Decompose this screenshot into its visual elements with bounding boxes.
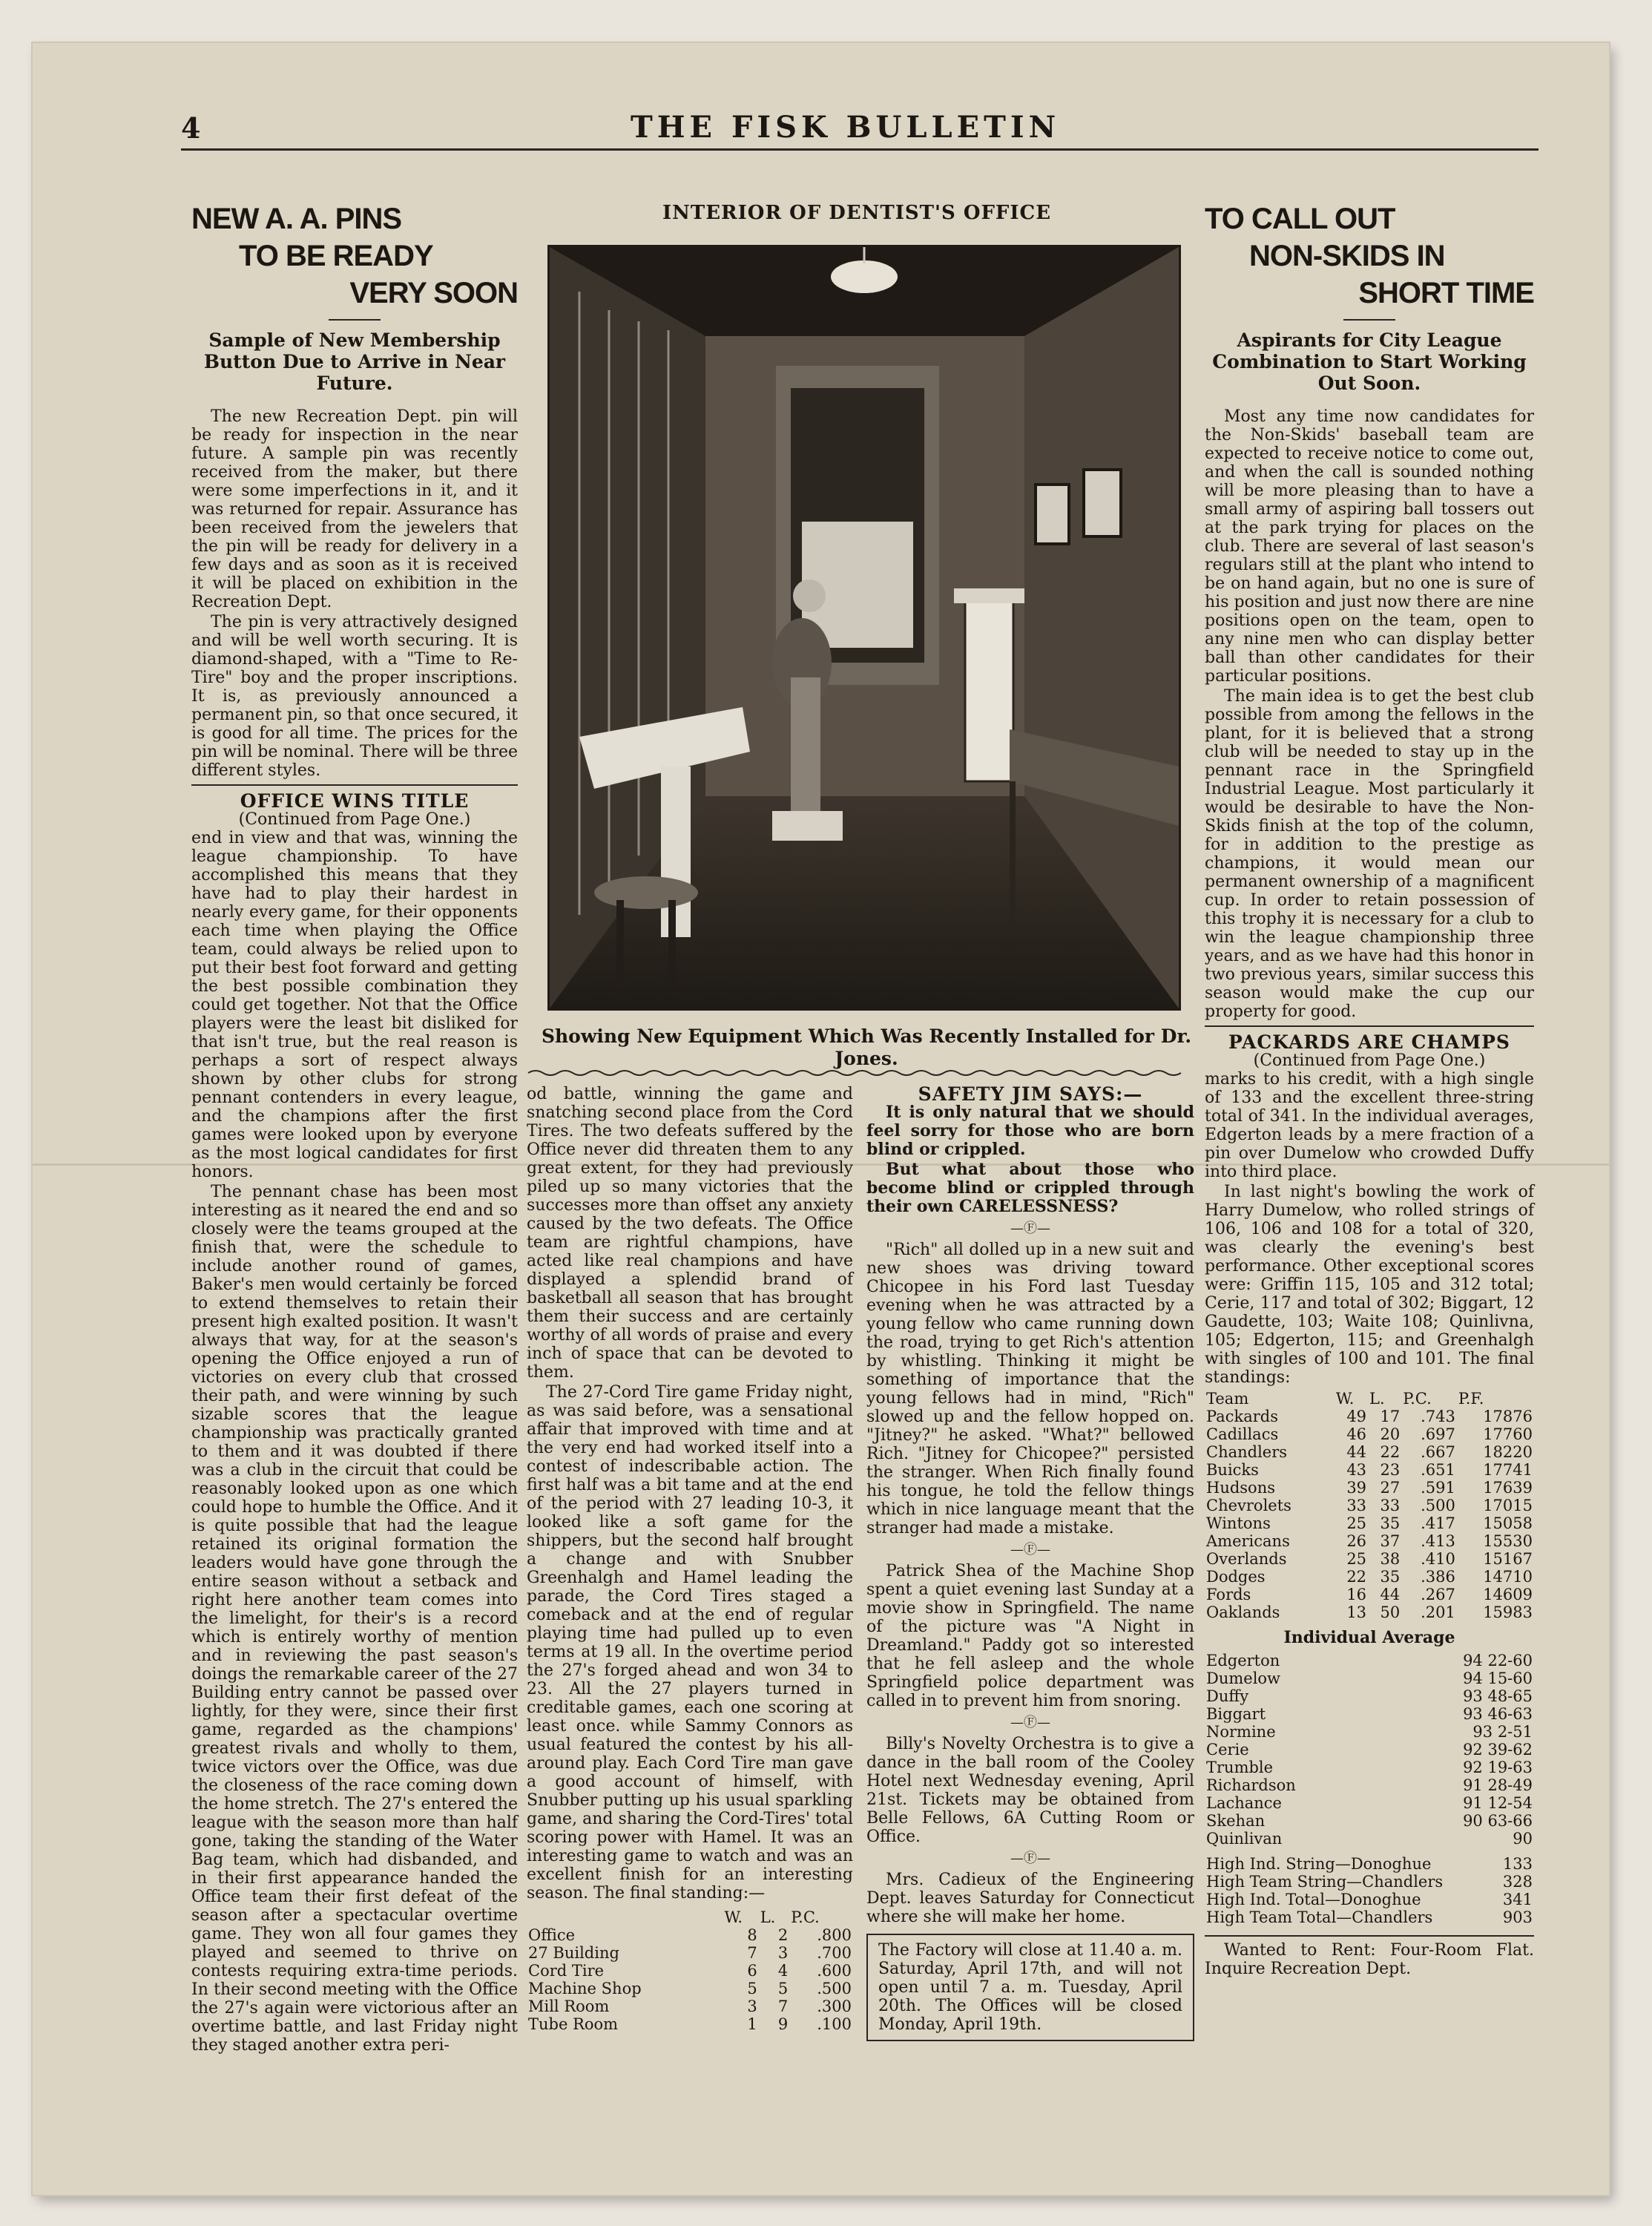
pins-for: 15167 <box>1483 1550 1533 1568</box>
page-number: 4 <box>181 111 201 145</box>
losses: 5 <box>777 1980 789 1997</box>
header-rule <box>181 148 1539 151</box>
pct: .800 <box>817 1926 852 1944</box>
losses: 35 <box>1380 1568 1401 1586</box>
basketball-standings-table <box>527 1908 853 2033</box>
headline-line: TO CALL OUT <box>1205 203 1395 235</box>
team-name: Wintons <box>1206 1514 1271 1532</box>
wins: 25 <box>1346 1550 1367 1568</box>
bowler-name: Lachance <box>1206 1794 1282 1812</box>
headline-line: NON-SKIDS IN <box>1249 240 1445 272</box>
col-header: W. <box>724 1908 743 1926</box>
pct: .410 <box>1421 1550 1455 1568</box>
wins: 43 <box>1346 1461 1367 1479</box>
table-row <box>527 1962 853 1980</box>
column-3 <box>866 1085 1194 2042</box>
wins: 26 <box>1346 1532 1367 1550</box>
table-row <box>1205 1408 1534 1425</box>
table-row <box>1205 1873 1534 1891</box>
team-name: Chevrolets <box>1206 1497 1291 1514</box>
wins: 13 <box>1346 1603 1367 1621</box>
pins-for: 17876 <box>1483 1408 1533 1425</box>
high-score-label: High Team String—Chandlers <box>1206 1873 1444 1891</box>
col-header: P.C. <box>791 1908 820 1926</box>
losses: 17 <box>1380 1408 1401 1425</box>
team-name: Cord Tire <box>528 1962 605 1980</box>
wins: 7 <box>747 1944 757 1962</box>
paragraph: Mrs. Cadieux of the Engineering Dept. leaves Saturday for Connecticut where she will make her home. <box>866 1871 1194 1926</box>
table-row <box>1205 1443 1534 1461</box>
table-header-row <box>1205 1390 1534 1408</box>
col-header: L. <box>1369 1390 1385 1408</box>
high-score-value: 133 <box>1502 1855 1533 1873</box>
table-row <box>1205 1568 1534 1586</box>
pct: .500 <box>817 1980 852 1997</box>
pins-for: 17741 <box>1483 1461 1533 1479</box>
wins: 16 <box>1346 1586 1367 1603</box>
bowler-name: Quinlivan <box>1206 1830 1283 1848</box>
pct: .697 <box>1421 1425 1455 1443</box>
divider <box>1205 1935 1534 1937</box>
team-name: Cadillacs <box>1206 1425 1279 1443</box>
paragraph: Most any time now candidates for the Non-Skids' baseball team are expected to receive notice to come out, and when the call is sounded nothing will be more pleasing than to have a small army of aspiring ball tossers out at the park trying for places on the club. There are several of last season's regulars still at the plant who intend to be on hand again, but no one is sure of his position and just now there are nine positions open on the team, open to any nine men who can display better ball than other candidates for their particular positions. <box>1205 407 1534 686</box>
paragraph: But what about those who become blind or crippled through their own CARELESSNESS? <box>866 1160 1194 1216</box>
pct: .591 <box>1421 1479 1455 1497</box>
table-row <box>1205 1776 1534 1794</box>
photo-illustration <box>550 247 1179 1008</box>
bowler-average: 90 63-66 <box>1463 1812 1533 1830</box>
wins: 3 <box>747 1997 757 2015</box>
wins: 8 <box>747 1926 757 1944</box>
bowler-average: 91 12-54 <box>1463 1794 1533 1812</box>
paragraph: The new Recreation Dept. pin will be ready for inspection in the near future. A sample pin was recently received from the maker, but there were some imperfections in it, and it was returned for repair. Assurance has been received from the jewelers that the pin will be ready for delivery in a few days and as soon as it is received it will be placed on exhibition in the Recreation Dept. <box>191 407 518 611</box>
short-rule <box>329 319 381 321</box>
table-row <box>1205 1812 1534 1830</box>
paragraph: The main idea is to get the best club possible from among the fellows in the plant, for it is believed that a strong club will be needed to stay up in the pennant race in the Springfield Industrial League. Most particularly it would be desirable to have the Non-Skids finish at the top of the column, for in addition to the prestige as champions, it would mean our permanent ownership of a magnificent cup. In order to retain possession of this trophy it is necessary for a club to win the league championship three years, and as we have had this honor in two previous years, similar success this season would make the cup our property for good. <box>1205 687 1534 1021</box>
table-row <box>1205 1514 1534 1532</box>
pct: .386 <box>1421 1568 1455 1586</box>
pct: .267 <box>1421 1586 1455 1603</box>
short-rule <box>1343 319 1395 321</box>
photo-title: INTERIOR OF DENTIST'S OFFICE <box>662 202 1052 224</box>
losses: 22 <box>1380 1443 1401 1461</box>
wins: 5 <box>747 1980 757 1997</box>
wins: 1 <box>747 2015 757 2033</box>
column-2 <box>527 1085 853 2042</box>
pins-for: 17015 <box>1483 1497 1533 1514</box>
table-row <box>527 1944 853 1962</box>
table-row <box>1205 1586 1534 1603</box>
pins-for: 15983 <box>1483 1603 1533 1621</box>
losses: 23 <box>1380 1461 1401 1479</box>
individual-average-table <box>1205 1652 1534 1848</box>
wins: 25 <box>1346 1514 1367 1532</box>
table-header-row <box>527 1908 853 1926</box>
paragraph: The 27-Cord Tire game Friday night, as was said before, was a sensational affair that improved with time and at the very end had worked itself into a contest of indescribable action. The first half was a bit tame and at the end of the period with 27 leading 10-3, it looked like a soft game for the shippers, but the second half brought a change and with Snubber Greenhalgh and Hamel leading the parade, the Cord Tires staged a comeback and at the end of regular playing time had pulled up to even terms at 19 all. In the overtime period the 27's forged ahead and won 34 to 23. All the 27 players turned in creditable games, each one scoring at least once. while Sammy Connors as usual featured the contest by his all-around play. Each Cord Tire man gave a good account of himself, with Snubber putting up his usual sparkling game, and sharing the Cord-Tires' total scoring power with Hamel. It was an interesting game to watch and was an excellent finish for an interesting season. The final standing:— <box>527 1383 853 1902</box>
paragraph: Patrick Shea of the Machine Shop spent a quiet evening last Sunday at a movie show in Springfield. The name of the picture was "A Night in Dreamland." Paddy got so interested that he fell asleep and the whole Springfield police department was called in to prevent him from snoring. <box>866 1562 1194 1710</box>
table-row <box>1205 1794 1534 1812</box>
headline-line: TO BE READY <box>239 240 433 272</box>
losses: 38 <box>1380 1550 1401 1568</box>
table-row <box>1205 1908 1534 1926</box>
paragraph: In last night's bowling the work of Harry Dumelow, who rolled strings of 106, 106 and 108 for a total of 320, was clearly the evening's best performance. Other exceptional scores were: Griffin 115, 105 and 312 total; Cerie, 117 and total of 302; Biggart, 12 Gaudette, 103; Waite 108; Quinlivna, 105; Edgerton, 115; and Greenhalgh with singles of 100 and 101. The final standings: <box>1205 1183 1534 1387</box>
high-score-label: High Ind. String—Donoghue <box>1206 1855 1432 1873</box>
photo-caption: Showing New Equipment Which Was Recently Installed for Dr. Jones. <box>541 1025 1192 1069</box>
paragraph: The pin is very attractively designed and will be well worth securing. It is diamond-shaped, with a "Time to Re-Tire" boy and the proper inscriptions. It is, as previously announced a permanent pin, so that once secured, it is good for all time. The prices for the pin will be nominal. There will be three different styles. <box>191 613 518 780</box>
table-row <box>527 1980 853 1997</box>
losses: 3 <box>777 1944 789 1962</box>
headline-line: SHORT TIME <box>1358 277 1534 309</box>
team-name: Oaklands <box>1206 1603 1280 1621</box>
table-row <box>527 2015 853 2033</box>
col-header: P.F. <box>1458 1390 1484 1408</box>
team-name: Office <box>528 1926 576 1944</box>
pct: .700 <box>817 1944 852 1962</box>
masthead-title: THE FISK BULLETIN <box>631 110 1061 145</box>
pct: .667 <box>1421 1443 1455 1461</box>
bowler-average: 93 46-63 <box>1463 1705 1533 1723</box>
losses: 4 <box>777 1962 789 1980</box>
team-name: Packards <box>1206 1408 1278 1425</box>
pct: .100 <box>817 2015 852 2033</box>
pct: .600 <box>817 1962 852 1980</box>
team-name: Machine Shop <box>528 1980 642 1997</box>
pct: .651 <box>1421 1461 1455 1479</box>
team-name: Americans <box>1206 1532 1290 1550</box>
table-row <box>1205 1723 1534 1741</box>
losses: 9 <box>777 2015 789 2033</box>
team-name: 27 Building <box>528 1944 619 1962</box>
bowling-standings-table <box>1205 1390 1534 1621</box>
column-1 <box>191 200 518 2055</box>
paragraph: It is only natural that we should feel sorry for those who are born blind or crippled. <box>866 1103 1194 1159</box>
bowler-average: 93 2-51 <box>1472 1723 1533 1741</box>
team-name: Mill Room <box>528 1997 610 2015</box>
team-name: Tube Room <box>528 2015 619 2033</box>
table-row <box>1205 1652 1534 1670</box>
continued-note: (Continued from Page One.) <box>1253 1051 1486 1070</box>
losses: 33 <box>1380 1497 1401 1514</box>
headline-non-skids <box>1205 200 1534 312</box>
table-row <box>1205 1705 1534 1723</box>
paragraph: od battle, winning the game and snatching second place from the Cord Tires. The two defeats suffered by the Office never did threaten them to any great extent, for they had previously piled up so many victories that the successes more than offset any anxiety caused by the two defeats. The Office team are rightful champions, have acted like real champions and have displayed a splendid brand of basketball all season that has brought them their success and are certainly worthy of all words of praise and every inch of space that can be devoted to them. <box>527 1085 853 1382</box>
losses: 44 <box>1380 1586 1401 1603</box>
team-name: Chandlers <box>1206 1443 1288 1461</box>
wavy-rule <box>528 1068 1188 1077</box>
pct: .743 <box>1421 1408 1455 1425</box>
table-row <box>527 1997 853 2015</box>
table-row <box>1205 1603 1534 1621</box>
team-name: Overlands <box>1206 1550 1287 1568</box>
table-row <box>1205 1550 1534 1568</box>
high-score-label: High Team Total—Chandlers <box>1206 1908 1433 1926</box>
pct: .300 <box>817 1997 852 2015</box>
dentist-office-photo <box>547 245 1181 1011</box>
losses: 35 <box>1380 1514 1401 1532</box>
bowler-average: 93 48-65 <box>1463 1687 1533 1705</box>
table-row <box>1205 1425 1534 1443</box>
paragraph: Billy's Novelty Orchestra is to give a dance in the ball room of the Cooley Hotel next Wednesday evening, April 21st. Tickets may be obtained from Belle Fellows, 6A Cutting Room or Office. <box>866 1735 1194 1846</box>
separator: —Ⓕ— <box>1010 1851 1050 1866</box>
table-row <box>1205 1759 1534 1776</box>
section-title-office: OFFICE WINS TITLE <box>240 790 470 812</box>
wins: 39 <box>1346 1479 1367 1497</box>
wins: 33 <box>1346 1497 1367 1514</box>
table-row <box>527 1926 853 1944</box>
paragraph: marks to his credit, with a high single of 133 and the excellent three-string total of 341. In the individual averages, Edgerton leads by a mere fraction of a pin over Dumelow who crowded Duffy into third place. <box>1205 1070 1534 1181</box>
factory-closing-notice: The Factory will close at 11.40 a. m. Saturday, April 17th, and will not open until 7 a. m. Tuesday, April 20th. The Offices will be closed Monday, April 19th. <box>866 1934 1194 2041</box>
table-row <box>1205 1687 1534 1705</box>
divider <box>1205 1025 1534 1027</box>
table-row <box>1205 1497 1534 1514</box>
bowler-average: 91 28-49 <box>1463 1776 1533 1794</box>
table-row <box>1205 1670 1534 1687</box>
table-row <box>1205 1479 1534 1497</box>
table-row <box>1205 1461 1534 1479</box>
separator: —Ⓕ— <box>1010 1542 1050 1557</box>
losses: 2 <box>777 1926 789 1944</box>
paragraph: "Rich" all dolled up in a new suit and new shoes was driving toward Chicopee in his Ford last Tuesday evening when he was attracted by a young fellow who came running down the road, trying to get Rich's attention by whistling. Thinking it might be something of importance that the young fellows had in mind, "Rich" slowed up and the fellow hopped on. "Jitney?" he asked. "What?" bellowed Rich. "Jitney for Chicopee?" persisted the stranger. When Rich finally found his tongue, he told the fellow things which in nice language meant that the stranger had made a mistake. <box>866 1241 1194 1537</box>
high-score-value: 341 <box>1502 1891 1533 1908</box>
table-row <box>1205 1855 1534 1873</box>
losses: 7 <box>777 1997 789 2015</box>
headline-line: NEW A. A. PINS <box>191 203 402 235</box>
paragraph: The pennant chase has been most interesting as it neared the end and so closely were the teams grouped at the finish that, were the schedule to include another round of games, Baker's men would certainly be forced to extend themselves to retain their present high exalted position. It wasn't always that way, for at the season's opening the Office enjoyed a run of victories on every club that crossed their path, and were winning by such sizable scores that the league championship was practically granted to them and it was doubted if there was a club in the circuit that could be reasonably looked upon as one which could hope to humble the Office. And it is quite possible that had the league retained its original formation the leaders would have gone through the entire season without a setback and right here another team comes into the limelight, for their's is a record which is entirely worthy of mention and in reviewing the past season's doings the remarkable career of the 27 Building entry cannot be passed over lightly, for they were, since their first game, regarded as the champions' greatest rivals and wholly to them, twice victors over the Office, was due the closeness of the race coming down the home stretch. The 27's entered the league with the season more than half gone, taking the standing of the Water Bag team, which had disbanded, and in their first appearance handed the Office team their first defeat of the season after a spectacular overtime game. They won all four games they played and seemed to thrive on contests requiring extra-time periods. In their second meeting with the Office the 27's again were victorious after an overtime battle, and last Friday night they staged another extra peri- <box>191 1183 518 2055</box>
bowler-average: 92 39-62 <box>1463 1741 1533 1759</box>
separator: —Ⓕ— <box>1010 1715 1050 1730</box>
wins: 44 <box>1346 1443 1367 1461</box>
subhead-non-skids: Aspirants for City League Combination to Start Working Out Soon. <box>1212 329 1527 394</box>
headline-line: VERY SOON <box>349 277 518 309</box>
losses: 37 <box>1380 1532 1401 1550</box>
column-4 <box>1205 200 1534 2040</box>
bowler-average: 94 15-60 <box>1463 1670 1533 1687</box>
section-title-packards: PACKARDS ARE CHAMPS <box>1228 1031 1510 1053</box>
pct: .413 <box>1421 1532 1455 1550</box>
bowler-average: 92 19-63 <box>1463 1759 1533 1776</box>
bowler-name: Normine <box>1206 1723 1276 1741</box>
pins-for: 17760 <box>1483 1425 1533 1443</box>
headline-pins <box>191 200 518 312</box>
bowler-average: 94 22-60 <box>1463 1652 1533 1670</box>
high-score-label: High Ind. Total—Donoghue <box>1206 1891 1421 1908</box>
losses: 27 <box>1380 1479 1401 1497</box>
bowler-name: Edgerton <box>1206 1652 1280 1670</box>
wins: 49 <box>1346 1408 1367 1425</box>
subhead-pins: Sample of New Membership Button Due to Arrive in Near Future. <box>203 329 506 394</box>
wins: 22 <box>1346 1568 1367 1586</box>
col-header: L. <box>760 1908 776 1926</box>
pins-for: 18220 <box>1483 1443 1533 1461</box>
pins-for: 15530 <box>1483 1532 1533 1550</box>
separator: —Ⓕ— <box>1010 1221 1050 1236</box>
pins-for: 15058 <box>1483 1514 1533 1532</box>
pins-for: 14710 <box>1483 1568 1533 1586</box>
pct: .500 <box>1421 1497 1455 1514</box>
bowler-average: 90 <box>1513 1830 1533 1848</box>
section-title-safety: SAFETY JIM SAYS:— <box>918 1083 1143 1105</box>
team-name: Buicks <box>1206 1461 1259 1479</box>
col-header: P.C. <box>1403 1390 1432 1408</box>
high-scores-table <box>1205 1855 1534 1926</box>
wins: 46 <box>1346 1425 1367 1443</box>
table-row <box>1205 1830 1534 1848</box>
table-row <box>1205 1532 1534 1550</box>
bowler-name: Biggart <box>1206 1705 1266 1723</box>
wanted-ad: Wanted to Rent: Four-Room Flat. Inquire Recreation Dept. <box>1205 1941 1534 1978</box>
table-row <box>1205 1741 1534 1759</box>
wins: 6 <box>747 1962 757 1980</box>
table-row <box>1205 1891 1534 1908</box>
losses: 20 <box>1380 1425 1401 1443</box>
col-header: Team <box>1206 1390 1249 1408</box>
bowler-name: Dumelow <box>1206 1670 1281 1687</box>
individual-average-title: Individual Average <box>1283 1628 1455 1647</box>
losses: 50 <box>1380 1603 1401 1621</box>
bowler-name: Richardson <box>1206 1776 1296 1794</box>
pins-for: 17639 <box>1483 1479 1533 1497</box>
team-name: Hudsons <box>1206 1479 1276 1497</box>
high-score-value: 328 <box>1502 1873 1533 1891</box>
bowler-name: Duffy <box>1206 1687 1249 1705</box>
bowler-name: Skehan <box>1206 1812 1266 1830</box>
bowler-name: Cerie <box>1206 1741 1249 1759</box>
pct: .201 <box>1421 1603 1455 1621</box>
team-name: Dodges <box>1206 1568 1266 1586</box>
paragraph: end in view and that was, winning the league championship. To have accomplished this means that they have had to play their hardest in nearly every game, for their opponents each time when playing the Office team, could always be relied upon to put their best foot forward and getting the best possible combination they could get together. Not that the Office players were the least bit disliked for that isn't true, but the real reason is perhaps a sort of respect always shown by other clubs for strong pennant contenders in every league, and the champions after the first games were looked upon by everyone as the most logical candidates for first honors. <box>191 829 518 1181</box>
divider <box>191 784 518 786</box>
col-header: W. <box>1335 1390 1355 1408</box>
pins-for: 14609 <box>1483 1586 1533 1603</box>
bowler-name: Trumble <box>1206 1759 1274 1776</box>
team-name: Fords <box>1206 1586 1251 1603</box>
high-score-value: 903 <box>1502 1908 1533 1926</box>
continued-note: (Continued from Page One.) <box>238 810 471 829</box>
pct: .417 <box>1421 1514 1455 1532</box>
